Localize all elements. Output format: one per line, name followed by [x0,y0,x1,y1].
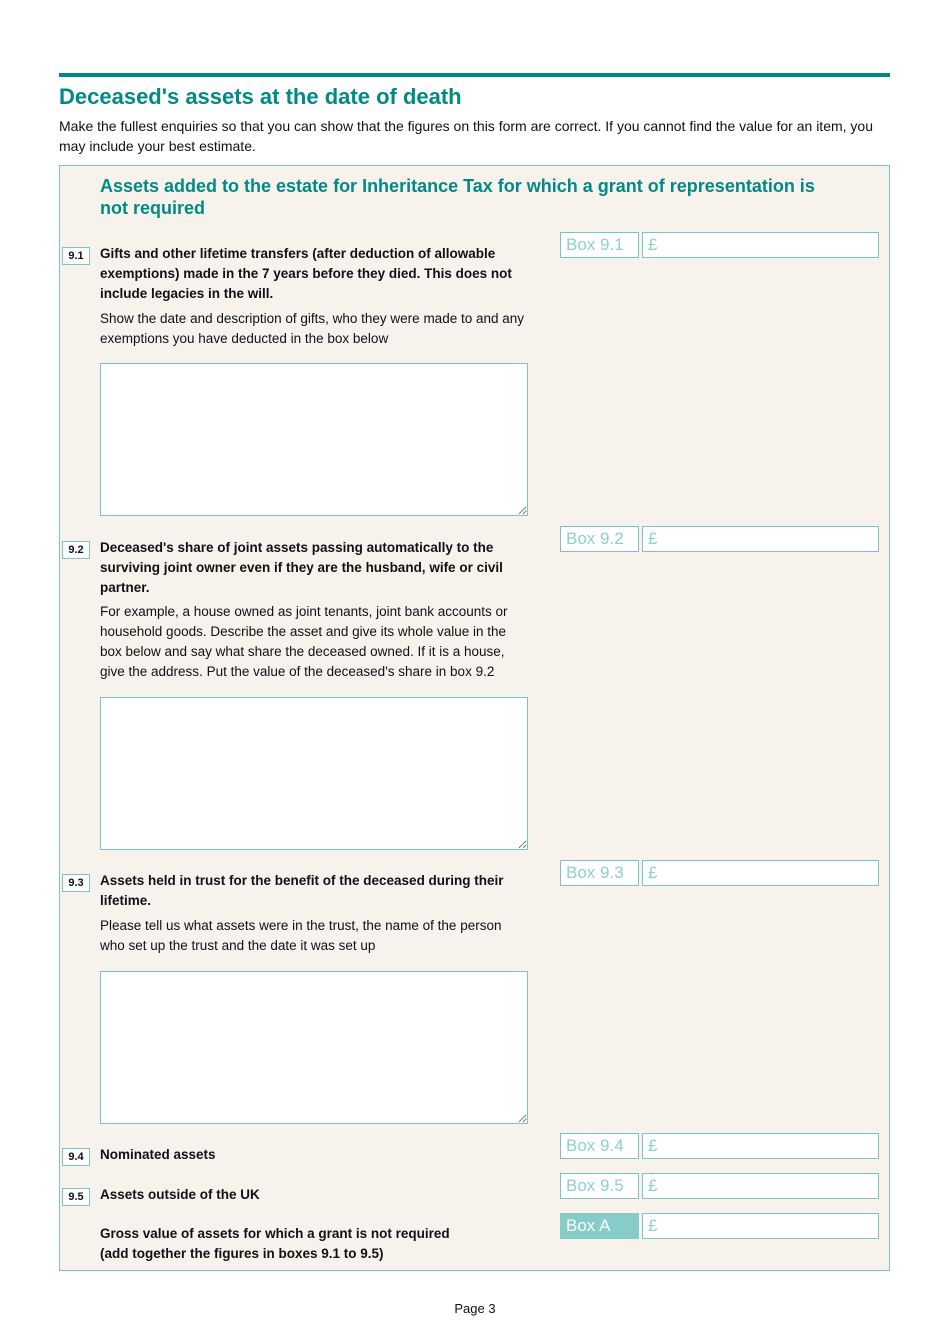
question-number-9-4: 9.4 [62,1148,90,1166]
page-number: Page 3 [454,1301,496,1316]
question-number-9-3: 9.3 [62,874,90,892]
total-label: Gross value of assets for which a grant is not required (add together the figures in boxes 9.1 to 9.5) [100,1226,450,1261]
joint-assets-description-field[interactable] [100,697,528,850]
question-9-3-label: Assets held in trust for the benefit of the deceased during their lifetime. [100,873,504,908]
box-a-amount-field[interactable]: £ [642,1213,879,1239]
question-9-4-label: Nominated assets [100,1147,216,1162]
question-9-1-label: Gifts and other lifetime transfers (after deduction of allowable exemptions) made in the 7 years before they died. This does not include legacies in the will. [100,246,512,301]
section-title: Assets added to the estate for Inheritance Tax for which a grant of representation is not required [100,176,815,218]
box-9-5-amount-field[interactable]: £ [642,1173,879,1199]
question-9-2-label: Deceased's share of joint assets passing automatically to the surviving joint owner even if they are the husband, wife or civil partner. [100,540,503,595]
page-title: Deceased's assets at the date of death [59,84,462,109]
question-number-9-1: 9.1 [62,247,90,265]
question-9-3-help: Please tell us what assets were in the trust, the name of the person who set up the trust and the date it was set up [100,918,502,953]
question-9-5-label: Assets outside of the UK [100,1187,260,1202]
intro-text: Make the fullest enquiries so that you can show that the figures on this form are correct. If you cannot find the value for an item, you may include your best estimate. [59,118,873,154]
gifts-description-field[interactable] [100,363,528,516]
box-9-5-label: Box 9.5 [560,1173,639,1199]
question-9-2-help: For example, a house owned as joint tenants, joint bank accounts or household goods. Describe the asset and give its whole value in the box below and say what share the deceased owned. If it is a house, give the address. Put the value of the deceased's share in box 9.2 [100,604,508,679]
box-9-1-label: Box 9.1 [560,232,639,258]
trust-assets-description-field[interactable] [100,971,528,1124]
question-number-9-5: 9.5 [62,1188,90,1206]
box-9-3-label: Box 9.3 [560,860,639,886]
question-9-1-help: Show the date and description of gifts, who they were made to and any exemptions you have deducted in the box below [100,311,525,346]
box-9-4-label: Box 9.4 [560,1133,639,1159]
box-9-2-label: Box 9.2 [560,526,639,552]
question-number-9-2: 9.2 [62,541,90,559]
box-a-label: Box A [560,1213,639,1239]
box-9-2-amount-field[interactable]: £ [642,526,879,552]
header-rule [59,73,890,77]
box-9-3-amount-field[interactable]: £ [642,860,879,886]
box-9-4-amount-field[interactable]: £ [642,1133,879,1159]
box-9-1-amount-field[interactable]: £ [642,232,879,258]
